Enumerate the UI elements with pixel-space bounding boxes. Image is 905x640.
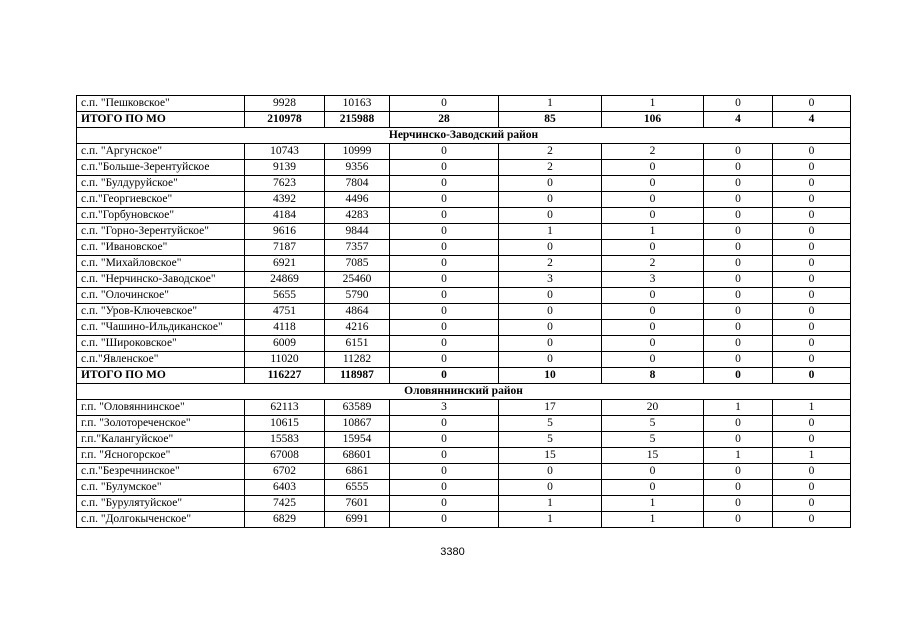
table-row — [77, 320, 851, 336]
settlement-name-cell: с.п."Безречнинское" — [77, 464, 245, 480]
value-cell: 0 — [602, 464, 704, 480]
value-cell: 0 — [773, 336, 851, 352]
settlement-name-cell: с.п. "Бурулятуйское" — [77, 496, 245, 512]
value-cell: 0 — [602, 208, 704, 224]
value-cell: 8 — [602, 368, 704, 384]
table-row — [77, 304, 851, 320]
settlement-name-cell: с.п. "Олочинское" — [77, 288, 245, 304]
value-cell: 0 — [704, 272, 773, 288]
value-cell: 0 — [602, 192, 704, 208]
value-cell: 4496 — [325, 192, 390, 208]
table-row — [77, 208, 851, 224]
value-cell: 0 — [602, 176, 704, 192]
value-cell: 0 — [704, 208, 773, 224]
value-cell: 6921 — [245, 256, 325, 272]
settlement-name-cell: с.п. "Чашино-Ильдиканское" — [77, 320, 245, 336]
value-cell: 215988 — [325, 112, 390, 128]
value-cell: 10615 — [245, 416, 325, 432]
table-row — [77, 240, 851, 256]
value-cell: 6403 — [245, 480, 325, 496]
value-cell: 118987 — [325, 368, 390, 384]
value-cell: 0 — [704, 432, 773, 448]
value-cell: 2 — [499, 144, 602, 160]
value-cell: 6829 — [245, 512, 325, 528]
settlement-name-cell: с.п. "Аргунское" — [77, 144, 245, 160]
value-cell: 9356 — [325, 160, 390, 176]
value-cell: 1 — [602, 512, 704, 528]
value-cell: 0 — [704, 480, 773, 496]
value-cell: 4283 — [325, 208, 390, 224]
value-cell: 2 — [499, 160, 602, 176]
value-cell: 62113 — [245, 400, 325, 416]
value-cell: 68601 — [325, 448, 390, 464]
value-cell: 63589 — [325, 400, 390, 416]
table-row — [77, 96, 851, 112]
value-cell: 0 — [499, 304, 602, 320]
value-cell: 0 — [390, 480, 499, 496]
value-cell: 0 — [704, 464, 773, 480]
value-cell: 4751 — [245, 304, 325, 320]
value-cell: 0 — [390, 160, 499, 176]
settlement-name-cell: с.п."Явленское" — [77, 352, 245, 368]
value-cell: 0 — [390, 496, 499, 512]
value-cell: 0 — [704, 176, 773, 192]
settlement-name-cell: с.п. "Горно-Зерентуйское" — [77, 224, 245, 240]
value-cell: 10999 — [325, 144, 390, 160]
value-cell: 0 — [773, 416, 851, 432]
value-cell: 6861 — [325, 464, 390, 480]
value-cell: 2 — [602, 256, 704, 272]
value-cell: 4864 — [325, 304, 390, 320]
value-cell: 0 — [390, 432, 499, 448]
value-cell: 0 — [390, 304, 499, 320]
table-row — [77, 272, 851, 288]
value-cell: 2 — [602, 144, 704, 160]
value-cell: 106 — [602, 112, 704, 128]
value-cell: 4 — [773, 112, 851, 128]
value-cell: 5 — [499, 416, 602, 432]
value-cell: 0 — [390, 448, 499, 464]
value-cell: 24869 — [245, 272, 325, 288]
value-cell: 0 — [773, 320, 851, 336]
value-cell: 0 — [773, 464, 851, 480]
value-cell: 4184 — [245, 208, 325, 224]
value-cell: 0 — [773, 176, 851, 192]
value-cell: 0 — [499, 352, 602, 368]
value-cell: 0 — [773, 240, 851, 256]
value-cell: 1 — [773, 400, 851, 416]
value-cell: 3 — [499, 272, 602, 288]
value-cell: 0 — [773, 304, 851, 320]
value-cell: 0 — [704, 224, 773, 240]
value-cell: 3 — [602, 272, 704, 288]
value-cell: 0 — [390, 288, 499, 304]
table-row — [77, 256, 851, 272]
total-row — [77, 368, 851, 384]
value-cell: 25460 — [325, 272, 390, 288]
value-cell: 0 — [704, 352, 773, 368]
settlement-name-cell: с.п. "Долгокыченское" — [77, 512, 245, 528]
value-cell: 15 — [602, 448, 704, 464]
value-cell: 0 — [704, 304, 773, 320]
table-row — [77, 496, 851, 512]
value-cell: 7187 — [245, 240, 325, 256]
value-cell: 0 — [390, 176, 499, 192]
section-title: Нерчинско-Заводский район — [77, 128, 851, 144]
settlement-name-cell: с.п. "Ивановское" — [77, 240, 245, 256]
settlement-table — [76, 95, 851, 528]
value-cell: 0 — [773, 272, 851, 288]
value-cell: 0 — [773, 480, 851, 496]
value-cell: 1 — [499, 512, 602, 528]
settlement-name-cell: г.п. "Ясногорское" — [77, 448, 245, 464]
value-cell: 1 — [602, 224, 704, 240]
value-cell: 9928 — [245, 96, 325, 112]
settlement-name-cell: г.п."Калангуйское" — [77, 432, 245, 448]
value-cell: 0 — [602, 480, 704, 496]
table-row — [77, 288, 851, 304]
value-cell: 0 — [704, 320, 773, 336]
value-cell: 0 — [390, 256, 499, 272]
settlement-name-cell: с.п. "Пешковское" — [77, 96, 245, 112]
value-cell: 20 — [602, 400, 704, 416]
value-cell: 0 — [390, 144, 499, 160]
value-cell: 0 — [704, 496, 773, 512]
value-cell: 7085 — [325, 256, 390, 272]
settlement-name-cell: с.п. "Булдуруйское" — [77, 176, 245, 192]
value-cell: 10743 — [245, 144, 325, 160]
section-header-row — [77, 128, 851, 144]
section-header-row — [77, 384, 851, 400]
value-cell: 0 — [704, 416, 773, 432]
value-cell: 0 — [704, 96, 773, 112]
value-cell: 15954 — [325, 432, 390, 448]
value-cell: 4 — [704, 112, 773, 128]
table-row — [77, 400, 851, 416]
value-cell: 0 — [390, 464, 499, 480]
value-cell: 11282 — [325, 352, 390, 368]
value-cell: 0 — [773, 368, 851, 384]
value-cell: 0 — [704, 160, 773, 176]
value-cell: 5 — [602, 416, 704, 432]
page-number: 3380 — [440, 546, 465, 558]
value-cell: 4392 — [245, 192, 325, 208]
value-cell: 0 — [602, 336, 704, 352]
value-cell: 0 — [390, 240, 499, 256]
value-cell: 0 — [773, 144, 851, 160]
value-cell: 0 — [704, 240, 773, 256]
value-cell: 0 — [390, 336, 499, 352]
value-cell: 0 — [499, 240, 602, 256]
settlement-name-cell: с.п. "Нерчинско-Заводское" — [77, 272, 245, 288]
value-cell: 1 — [499, 224, 602, 240]
value-cell: 0 — [602, 288, 704, 304]
value-cell: 4216 — [325, 320, 390, 336]
value-cell: 1 — [499, 96, 602, 112]
settlement-name-cell: с.п."Горбуновское" — [77, 208, 245, 224]
value-cell: 0 — [704, 192, 773, 208]
value-cell: 0 — [602, 352, 704, 368]
value-cell: 0 — [773, 288, 851, 304]
value-cell: 1 — [704, 448, 773, 464]
value-cell: 0 — [773, 224, 851, 240]
value-cell: 210978 — [245, 112, 325, 128]
table-row — [77, 512, 851, 528]
value-cell: 0 — [704, 144, 773, 160]
value-cell: 0 — [390, 96, 499, 112]
value-cell: 0 — [704, 368, 773, 384]
value-cell: 28 — [390, 112, 499, 128]
value-cell: 0 — [390, 272, 499, 288]
value-cell: 0 — [704, 336, 773, 352]
value-cell: 11020 — [245, 352, 325, 368]
settlement-name-cell: г.п. "Золотореченское" — [77, 416, 245, 432]
value-cell: 7425 — [245, 496, 325, 512]
value-cell: 0 — [773, 512, 851, 528]
total-row — [77, 112, 851, 128]
table-row — [77, 144, 851, 160]
value-cell: 5 — [602, 432, 704, 448]
table-body — [77, 96, 851, 528]
value-cell: 9616 — [245, 224, 325, 240]
settlement-name-cell: с.п. "Михайловское" — [77, 256, 245, 272]
settlement-name-cell: с.п."Георгиевское" — [77, 192, 245, 208]
value-cell: 5655 — [245, 288, 325, 304]
value-cell: 0 — [773, 192, 851, 208]
value-cell: 7623 — [245, 176, 325, 192]
value-cell: 0 — [602, 320, 704, 336]
table-row — [77, 176, 851, 192]
value-cell: 10163 — [325, 96, 390, 112]
table-row — [77, 480, 851, 496]
settlement-name-cell: г.п. "Оловяннинское" — [77, 400, 245, 416]
value-cell: 0 — [499, 320, 602, 336]
value-cell: 10 — [499, 368, 602, 384]
value-cell: 7804 — [325, 176, 390, 192]
settlement-name-cell: с.п. "Булумское" — [77, 480, 245, 496]
table-row — [77, 192, 851, 208]
settlement-name-cell: с.п. "Уров-Ключевское" — [77, 304, 245, 320]
table-row — [77, 432, 851, 448]
value-cell: 2 — [499, 256, 602, 272]
table-row — [77, 352, 851, 368]
value-cell: 0 — [390, 192, 499, 208]
value-cell: 0 — [499, 480, 602, 496]
value-cell: 0 — [704, 288, 773, 304]
value-cell: 0 — [390, 368, 499, 384]
value-cell: 7357 — [325, 240, 390, 256]
value-cell: 0 — [602, 304, 704, 320]
settlement-name-cell: ИТОГО ПО МО — [77, 112, 245, 128]
value-cell: 6991 — [325, 512, 390, 528]
value-cell: 0 — [773, 432, 851, 448]
value-cell: 6151 — [325, 336, 390, 352]
value-cell: 6009 — [245, 336, 325, 352]
value-cell: 0 — [499, 208, 602, 224]
value-cell: 0 — [773, 496, 851, 512]
settlement-name-cell: с.п."Больше-Зерентуйское — [77, 160, 245, 176]
value-cell: 0 — [602, 240, 704, 256]
value-cell: 15583 — [245, 432, 325, 448]
value-cell: 116227 — [245, 368, 325, 384]
table-row — [77, 448, 851, 464]
value-cell: 9139 — [245, 160, 325, 176]
value-cell: 67008 — [245, 448, 325, 464]
value-cell: 1 — [773, 448, 851, 464]
value-cell: 9844 — [325, 224, 390, 240]
table-row — [77, 336, 851, 352]
value-cell: 0 — [499, 176, 602, 192]
value-cell: 17 — [499, 400, 602, 416]
value-cell: 0 — [390, 208, 499, 224]
value-cell: 1 — [602, 496, 704, 512]
value-cell: 5790 — [325, 288, 390, 304]
value-cell: 85 — [499, 112, 602, 128]
value-cell: 5 — [499, 432, 602, 448]
value-cell: 7601 — [325, 496, 390, 512]
value-cell: 6555 — [325, 480, 390, 496]
table-row — [77, 160, 851, 176]
value-cell: 0 — [499, 192, 602, 208]
value-cell: 0 — [704, 256, 773, 272]
value-cell: 0 — [390, 416, 499, 432]
value-cell: 1 — [704, 400, 773, 416]
value-cell: 1 — [499, 496, 602, 512]
section-title: Оловяннинский район — [77, 384, 851, 400]
value-cell: 0 — [773, 96, 851, 112]
value-cell: 0 — [390, 512, 499, 528]
value-cell: 4118 — [245, 320, 325, 336]
table-row — [77, 464, 851, 480]
value-cell: 0 — [499, 464, 602, 480]
value-cell: 0 — [499, 288, 602, 304]
value-cell: 0 — [773, 160, 851, 176]
table-row — [77, 224, 851, 240]
value-cell: 0 — [390, 224, 499, 240]
value-cell: 0 — [390, 352, 499, 368]
value-cell: 0 — [773, 256, 851, 272]
value-cell: 0 — [602, 160, 704, 176]
settlement-name-cell: ИТОГО ПО МО — [77, 368, 245, 384]
table-row — [77, 416, 851, 432]
value-cell: 0 — [773, 208, 851, 224]
value-cell: 10867 — [325, 416, 390, 432]
value-cell: 15 — [499, 448, 602, 464]
value-cell: 6702 — [245, 464, 325, 480]
value-cell: 0 — [499, 336, 602, 352]
value-cell: 0 — [773, 352, 851, 368]
value-cell: 1 — [602, 96, 704, 112]
value-cell: 3 — [390, 400, 499, 416]
value-cell: 0 — [390, 320, 499, 336]
value-cell: 0 — [704, 512, 773, 528]
settlement-name-cell: с.п. "Широковское" — [77, 336, 245, 352]
